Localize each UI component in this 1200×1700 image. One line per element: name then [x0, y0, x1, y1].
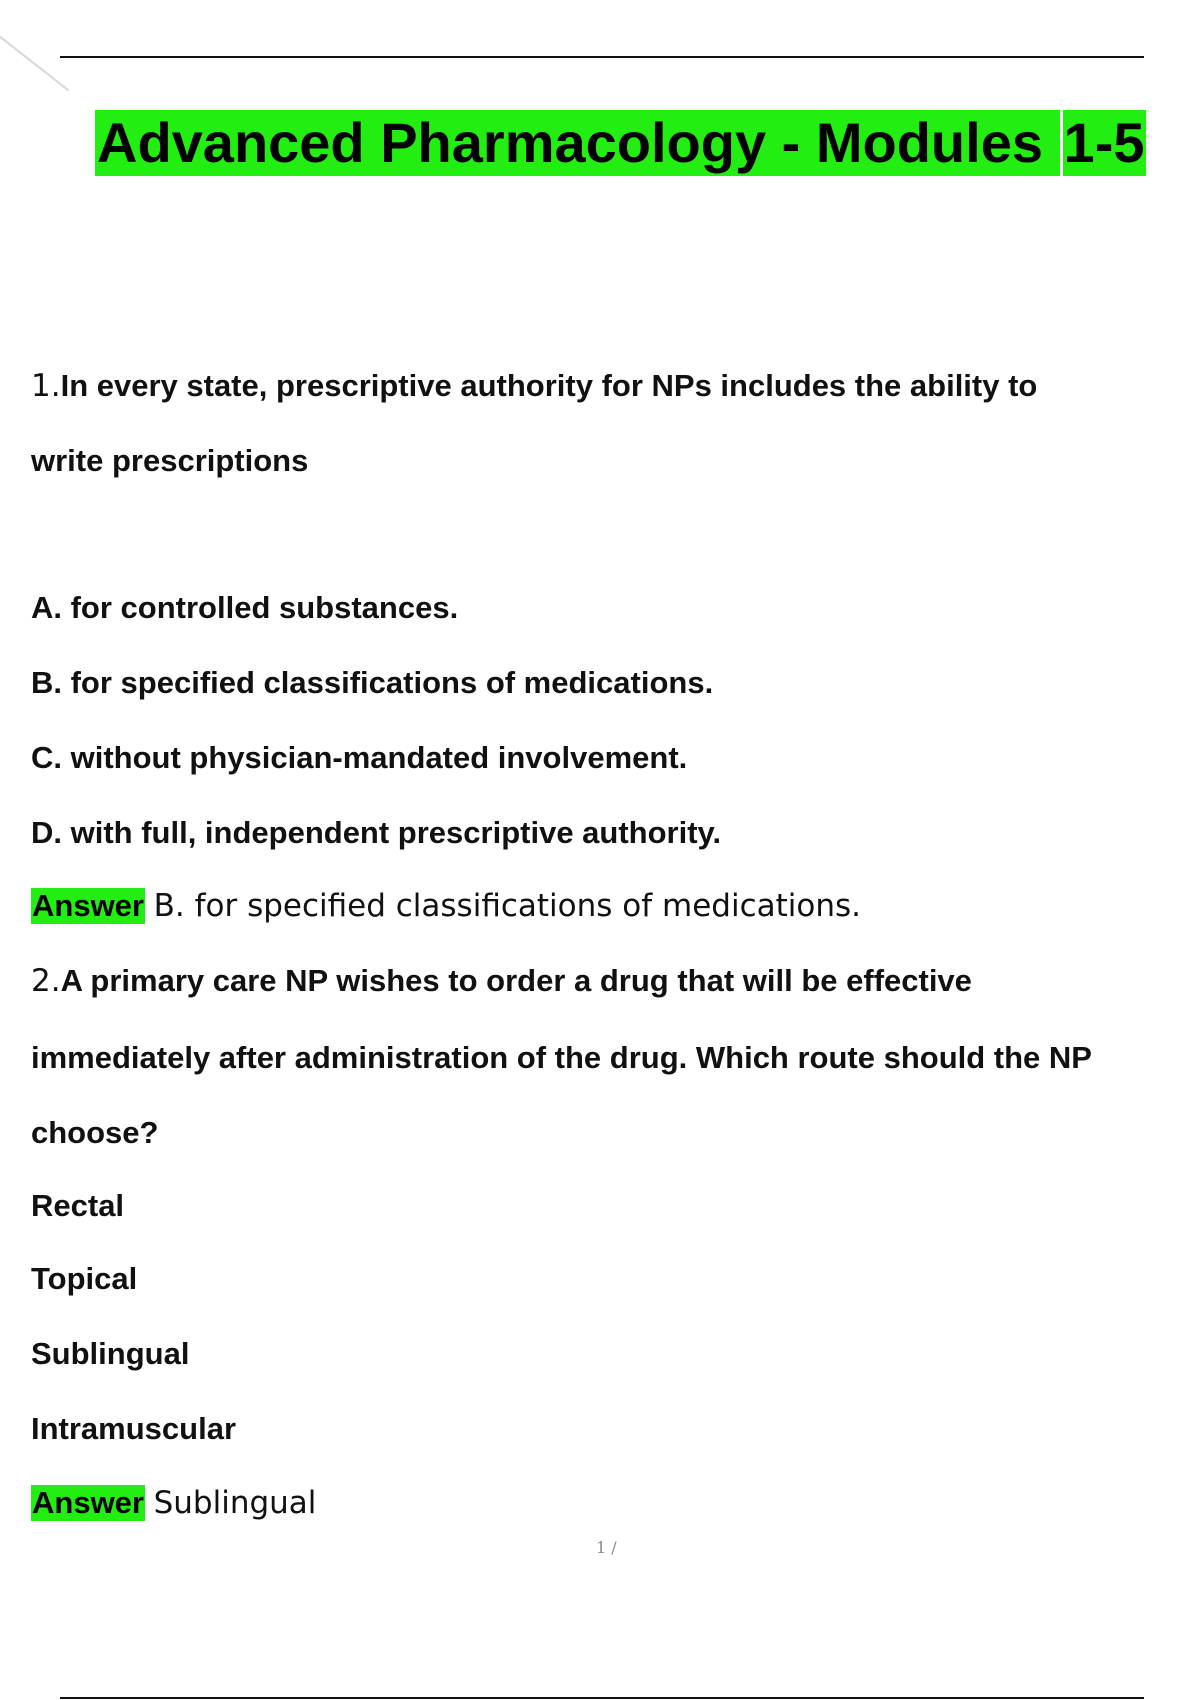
question-1-answer — [31, 886, 861, 926]
question-1-line-1 — [31, 366, 1037, 406]
page-number: 1 / — [596, 1538, 617, 1557]
question-1-option-d: D. with full, independent prescriptive authority. — [31, 815, 722, 850]
header-rule — [60, 56, 1144, 58]
question-2-option-2: Topical — [31, 1261, 138, 1296]
question-2-option-3: Sublingual — [31, 1336, 190, 1371]
question-number: 1. — [31, 368, 61, 404]
question-2-line-1 — [31, 961, 972, 1001]
question-1-option-b: B. for specified classifications of medications. — [31, 665, 714, 700]
question-number: 2. — [31, 963, 61, 999]
title-suffix-text: 1-5 — [1063, 111, 1145, 174]
question-2-line-3: choose? — [31, 1115, 159, 1150]
corner-fold-line — [0, 28, 69, 91]
footer-rule — [60, 1697, 1144, 1699]
question-1-line-2: write prescriptions — [31, 443, 309, 478]
question-2-option-4: Intramuscular — [31, 1411, 237, 1446]
question-text: In every state, prescriptive authority for NPs includes the ability to — [60, 368, 1038, 403]
question-1-option-a: A. for controlled substances. — [31, 590, 459, 625]
question-2-line-2: immediately after administration of the drug. Which route should the NP — [31, 1040, 1092, 1075]
question-2-option-1: Rectal — [31, 1188, 125, 1223]
answer-highlight-label: Answer — [32, 1485, 144, 1520]
title-main-text: Advanced Pharmacology - Modules — [97, 111, 1043, 174]
question-2-answer — [31, 1483, 316, 1523]
answer-highlight-label: Answer — [32, 888, 144, 923]
document-title — [95, 110, 1146, 176]
question-text: A primary care NP wishes to order a drug that will be effective — [60, 963, 972, 998]
title-separator — [1060, 110, 1063, 176]
question-1-option-c: C. without physician-mandated involvement. — [31, 740, 688, 775]
answer-text: B. for specified classifications of medications. — [153, 888, 861, 924]
answer-text: Sublingual — [153, 1485, 317, 1521]
title-block — [95, 110, 1146, 176]
